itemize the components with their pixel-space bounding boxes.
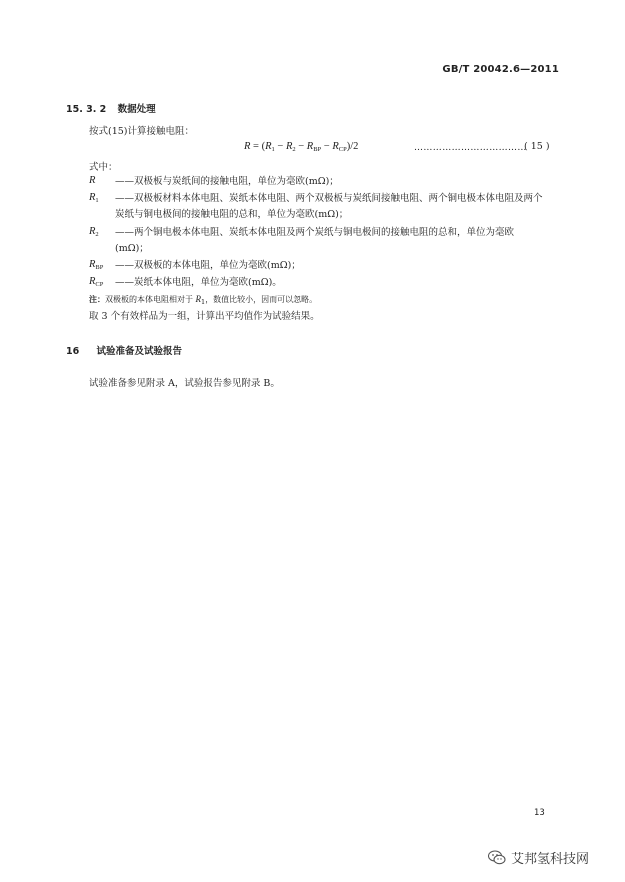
watermark-text: 艾邦氢科技网	[511, 852, 590, 867]
formula-leader-dots: ………………………………	[414, 143, 527, 153]
formula-rbp-sub: BP	[313, 146, 322, 153]
standard-id-header: GB/T 20042.6—2011	[442, 64, 559, 75]
closing-text: 取 3 个有效样品为一组，计算出平均值作为试验结果。	[89, 311, 320, 322]
section-16-title: 试验准备及试验报告	[96, 346, 183, 357]
def-symbol-r: R	[89, 175, 96, 186]
def-symbol-r1: $R_1$	[89, 192, 99, 204]
formula-minus-1: −	[274, 141, 286, 152]
note-symbol: R	[195, 294, 202, 304]
def-symbol-rbp: $R_{BP}$	[89, 259, 104, 271]
def-symbol-r2: $R_2$	[89, 226, 99, 238]
section-number: 15. 3. 2	[66, 104, 107, 115]
def-text-r1: ——双极板材料本体电阻、炭纸本体电阻、两个双极板与炭纸间接触电阻、两个铜电极本体电阻及两个炭纸与铜电极间的接触电阻的总和，单位为毫欧(mΩ)；	[115, 193, 543, 220]
def-symbol-rcp: $R_{CP}$	[89, 276, 104, 288]
note-symbol-sub: 1	[201, 298, 206, 306]
formula-rcp-sub: CP	[338, 146, 347, 153]
section-16-text: 试验准备参见附录 A，试验报告参见附录 B。	[89, 378, 280, 389]
formula-minus-3: −	[321, 141, 333, 152]
formula-r1: R	[265, 141, 272, 152]
page-number: 13	[534, 808, 545, 818]
formula-rbp: R	[306, 141, 314, 152]
section-16-heading	[66, 343, 182, 357]
section-15-3-2-heading	[66, 101, 156, 115]
contact-resistance-formula	[244, 141, 358, 153]
intro-text: 按式(15)计算接触电阻：	[89, 126, 195, 137]
formula-r2-sub: 2	[292, 146, 296, 153]
watermark	[488, 848, 589, 867]
formula-r2: R	[285, 141, 293, 152]
note	[89, 294, 317, 306]
note-text-a: 双极板的本体电阻相对于	[105, 295, 196, 304]
formula-number: ( 15 )	[524, 141, 550, 152]
formula-rcp: R	[332, 141, 339, 152]
def-text-r2: ——两个铜电极本体电阻、炭纸本体电阻及两个炭纸与铜电极间的接触电阻的总和，单位为毫欧(mΩ)；	[115, 227, 515, 254]
formula-tail: )/2	[346, 141, 359, 152]
note-label: 注：	[89, 295, 105, 304]
formula-minus-2: −	[295, 141, 307, 152]
formula-lhs: R	[244, 141, 251, 152]
section-title: 数据处理	[117, 104, 156, 115]
def-text-rcp: ——炭纸本体电阻，单位为毫欧(mΩ)。	[115, 277, 282, 288]
def-text-r: ——双极板与炭纸间的接触电阻，单位为毫欧(mΩ)；	[115, 176, 339, 187]
note-text-b: ，数值比较小，因而可以忽略。	[205, 295, 318, 304]
formula-eq: = (	[250, 141, 266, 152]
where-label: 式中：	[89, 162, 118, 173]
def-text-rbp: ——双极板的本体电阻，单位为毫欧(mΩ)；	[115, 260, 301, 271]
formula-r1-sub: 1	[271, 146, 275, 153]
section-16-number: 16	[66, 346, 80, 357]
wechat-icon	[488, 850, 506, 865]
